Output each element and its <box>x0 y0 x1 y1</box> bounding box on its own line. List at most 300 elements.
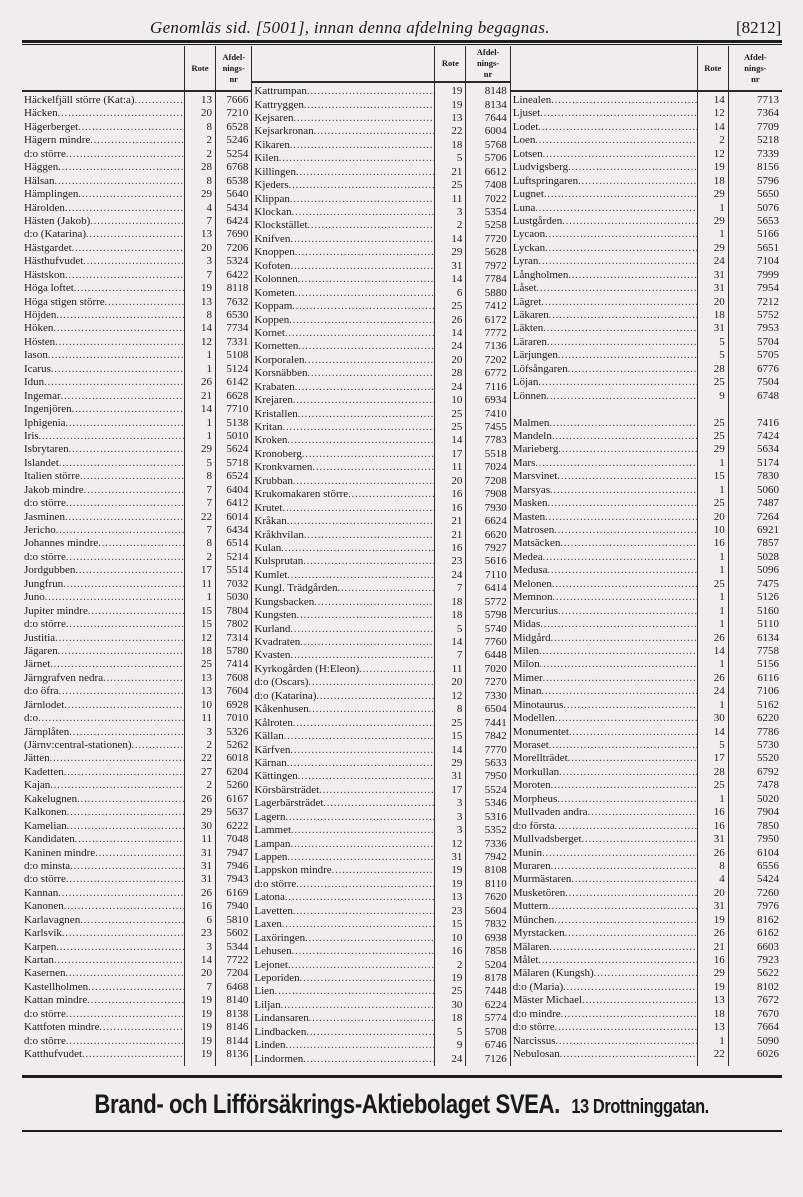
entry-rote: 18 <box>713 309 725 321</box>
dot-leader <box>56 524 184 537</box>
entry-name: Långholmen ..... <box>511 269 697 282</box>
dot-leader <box>288 959 434 972</box>
entry-name: d:o större ..... <box>22 1035 184 1048</box>
entry-afdelnings-nr: 6528 <box>226 120 249 133</box>
dot-leader <box>286 1039 435 1052</box>
entry-afdelnings-nr: 5344 <box>226 940 249 953</box>
entry-rote: 14 <box>451 273 463 286</box>
entry-afdelnings-nr: 5258 <box>484 219 507 232</box>
entry-name: Körsbärsträdet ..... <box>252 784 434 797</box>
dot-leader <box>578 175 697 188</box>
entry-rote: 19 <box>451 85 463 98</box>
entry-rote: 8 <box>206 537 212 550</box>
dot-leader <box>66 1008 184 1021</box>
advertisement-banner <box>22 1075 782 1132</box>
header-rule-thin <box>22 44 782 45</box>
entry-rote: 31 <box>451 851 463 863</box>
entry-name: Moroten ..... <box>511 779 697 792</box>
entry-rote: 2 <box>719 134 725 147</box>
entry-name: Hälsan ..... <box>22 175 184 188</box>
entry-afdelnings-nr: 5880 <box>484 286 507 299</box>
entry-rote: 2 <box>206 147 212 160</box>
dot-leader <box>295 287 435 300</box>
entry-name: Islandet ..... <box>22 457 184 470</box>
entry-afdelnings-nr: 5704 <box>757 335 779 348</box>
entry-name: Melonen ..... <box>511 578 697 591</box>
entry-afdelnings-nr: 7116 <box>485 380 507 393</box>
entry-afdelnings-nr: 5730 <box>757 739 779 751</box>
dot-leader <box>82 1048 184 1061</box>
entry-rote: 25 <box>451 985 463 998</box>
entry-afdelnings-nr: 7943 <box>226 873 249 886</box>
entry-rote: 19 <box>451 971 463 984</box>
entry-afdelnings-nr: 6422 <box>226 268 249 281</box>
entry-afdelnings-nr: 8134 <box>484 98 507 111</box>
entry-name: München ..... <box>511 914 697 927</box>
entry-afdelnings-nr: 5124 <box>226 362 249 375</box>
entry-name: d:o större ..... <box>22 497 184 510</box>
dot-leader <box>292 945 435 958</box>
entry-rote: 1 <box>719 201 725 214</box>
entry-afdelnings-nr: 7770 <box>484 743 507 756</box>
entry-name: Ingemar ..... <box>22 390 184 403</box>
entry-name: Kajan ..... <box>22 779 184 792</box>
entry-name: Ljuset ..... <box>511 107 697 120</box>
entry-name: Iason ..... <box>22 349 184 362</box>
entry-rote: 16 <box>713 819 725 832</box>
entry-name: Loen ..... <box>511 134 697 147</box>
entry-rote: 21 <box>201 389 212 402</box>
entry-rote: 25 <box>713 577 725 590</box>
entry-rote: 12 <box>451 837 463 850</box>
entry-rote: 25 <box>451 716 463 729</box>
entry-rote: 14 <box>451 434 463 447</box>
entry-name: Kattryggen ..... <box>252 99 434 112</box>
entry-afdelnings-nr: 7212 <box>757 295 779 308</box>
dot-leader <box>546 390 696 403</box>
entry-afdelnings-nr: 6142 <box>226 376 249 389</box>
entry-name: (Järnv:central-stationen) ..... <box>22 739 184 752</box>
entry-rote: 12 <box>713 147 725 160</box>
dot-leader <box>98 537 184 550</box>
dot-leader <box>135 94 184 107</box>
entry-rote: 1 <box>719 564 725 577</box>
entry-afdelnings-nr: 6938 <box>484 931 507 944</box>
entry-name: Lärjungen ..... <box>511 349 697 362</box>
entry-name: Kronkvarnen ..... <box>252 461 434 474</box>
entry-afdelnings-nr: 7940 <box>226 900 249 913</box>
entry-afdelnings-nr: 6224 <box>484 998 507 1011</box>
entry-name: Låset ..... <box>511 282 697 295</box>
entry-rote: 5 <box>206 456 212 469</box>
column-block-1 <box>22 46 252 1066</box>
entry-rote: 10 <box>201 698 212 711</box>
dot-leader <box>542 847 697 860</box>
entry-rote: 7 <box>206 980 212 993</box>
dot-leader <box>283 421 435 434</box>
entry-name: d:o öfra ..... <box>22 685 184 698</box>
entry-afdelnings-nr: 7772 <box>484 326 507 339</box>
entry-name: Luftspringaren ..... <box>511 175 697 188</box>
dot-leader <box>539 645 697 658</box>
dot-leader <box>554 524 696 537</box>
entry-name: Lyran ..... <box>511 255 697 268</box>
entry-afdelnings-nr: 5162 <box>757 698 779 711</box>
dot-leader <box>51 363 184 376</box>
entry-name: Moraset ..... <box>511 739 697 752</box>
entry-name: Kronoberg ..... <box>252 448 434 461</box>
entry-name: Kvasten ..... <box>252 649 434 662</box>
entry-rote: 19 <box>201 1021 212 1034</box>
entry-name: Järnet ..... <box>22 658 184 671</box>
entry-rote: 16 <box>451 945 463 958</box>
entry-rote: 8 <box>456 703 463 716</box>
entry-afdelnings-nr: 5640 <box>226 188 249 201</box>
dot-leader <box>75 564 184 577</box>
entry-name: Kristallen ..... <box>252 408 434 421</box>
entry-afdelnings-nr: 7022 <box>484 192 507 205</box>
entry-afdelnings-nr: 7722 <box>226 954 249 966</box>
entry-afdelnings-nr: 6004 <box>484 125 507 138</box>
dot-leader <box>314 596 434 609</box>
entry-afdelnings-nr: 7842 <box>484 730 507 743</box>
entry-rote: 28 <box>713 362 725 375</box>
entry-name: d:o ..... <box>22 712 184 725</box>
dot-leader <box>551 94 697 107</box>
entry-afdelnings-nr: 7475 <box>757 577 779 590</box>
entry-afdelnings-nr: 7720 <box>484 232 507 245</box>
entry-afdelnings-nr: 6776 <box>757 362 779 375</box>
dot-leader <box>540 658 697 671</box>
dot-leader <box>72 403 184 416</box>
entry-afdelnings-nr: 5740 <box>484 622 507 635</box>
entry-rote: 14 <box>201 954 212 966</box>
entry-afdelnings-nr: 5810 <box>226 913 249 926</box>
entry-afdelnings-nr: 8146 <box>226 1021 249 1034</box>
dot-leader <box>548 497 697 510</box>
entry-afdelnings-nr: 7644 <box>484 111 507 124</box>
dot-leader <box>56 941 184 954</box>
dot-leader <box>558 349 697 362</box>
entry-rote: 20 <box>201 107 212 120</box>
entry-name: Krutet ..... <box>252 502 434 515</box>
dot-leader <box>588 806 697 819</box>
entry-afdelnings-nr: 7783 <box>484 434 507 447</box>
entry-rote: 1 <box>719 1034 725 1047</box>
entry-name: Kometen ..... <box>252 287 434 300</box>
entry-name: Kamelian ..... <box>22 820 184 833</box>
entry-afdelnings-nr: 7339 <box>757 147 779 160</box>
entry-afdelnings-nr: 7048 <box>226 833 249 846</box>
dot-leader <box>293 112 434 125</box>
entry-rote: 28 <box>201 161 212 174</box>
entry-afdelnings-nr: 8102 <box>757 980 779 993</box>
dot-leader <box>544 188 697 201</box>
dot-leader <box>298 408 435 421</box>
dot-leader <box>305 932 434 945</box>
rote-header: Rote <box>185 46 215 92</box>
dot-leader <box>39 430 184 443</box>
entry-rote: 23 <box>451 904 463 917</box>
entry-afdelnings-nr: 7330 <box>484 689 507 702</box>
entry-rote: 18 <box>713 174 725 187</box>
entry-name: Kärnan ..... <box>252 757 434 770</box>
entry-rote: 7 <box>206 483 212 496</box>
dot-leader <box>338 582 435 595</box>
entry-name: Järnplåten ..... <box>22 726 184 739</box>
dot-leader <box>287 434 434 447</box>
entry-afdelnings-nr: 5514 <box>226 564 249 577</box>
entry-rote: 31 <box>201 846 212 859</box>
dot-leader <box>78 188 184 201</box>
entry-name: Läkaren ..... <box>511 309 697 322</box>
entry-name: Ludvigsberg ..... <box>511 161 697 174</box>
entry-name: Idun ..... <box>22 376 184 389</box>
entry-afdelnings-nr: 7802 <box>226 618 249 631</box>
entry-afdelnings-nr: 5160 <box>757 604 779 617</box>
entry-rote: 19 <box>713 980 725 993</box>
dot-leader <box>48 349 184 362</box>
entry-afdelnings-nr: 6468 <box>226 980 249 993</box>
entry-afdelnings-nr: 6748 <box>757 389 779 402</box>
entry-afdelnings-nr: 5705 <box>757 349 779 362</box>
dot-leader <box>302 448 435 461</box>
entry-name: Lodet ..... <box>511 121 697 134</box>
entry-afdelnings-nr: 7758 <box>757 644 779 657</box>
entry-rote: 5 <box>719 739 725 751</box>
advertisement-address: 13 Drottninggatan. <box>571 1095 710 1118</box>
entry-afdelnings-nr: 6167 <box>226 792 249 805</box>
dot-leader <box>87 994 184 1007</box>
dot-leader <box>74 282 184 295</box>
entry-name: Lindormen ..... <box>252 1053 434 1066</box>
rote-column <box>184 46 215 1066</box>
dot-leader <box>582 994 697 1007</box>
entry-rote: 8 <box>206 309 212 321</box>
entry-rote: 29 <box>201 443 212 456</box>
dot-leader <box>58 645 184 658</box>
entry-afdelnings-nr: 8136 <box>226 1048 249 1061</box>
entry-name: Lagern ..... <box>252 811 434 824</box>
entry-afdelnings-nr: 7946 <box>226 859 249 872</box>
entry-afdelnings-nr: 8108 <box>484 864 507 877</box>
entry-name: Matsäcken ..... <box>511 537 697 550</box>
dot-leader <box>86 228 184 241</box>
advertisement-text: Brand- och Lifförsäkrings-Aktiebolaget SVEA. 13 Drottninggatan. <box>94 1088 710 1119</box>
entry-afdelnings-nr: 6928 <box>226 698 249 711</box>
entry-rote: 31 <box>451 259 463 272</box>
entry-afdelnings-nr: 7670 <box>757 1007 779 1020</box>
dot-leader <box>308 367 435 380</box>
entry-name: Jasminen ..... <box>22 511 184 524</box>
dot-leader <box>66 873 184 886</box>
dot-leader <box>540 618 697 631</box>
entry-name: Kulsprutan ..... <box>252 555 434 568</box>
entry-afdelnings-nr: 6524 <box>226 470 249 483</box>
dot-leader <box>64 699 184 712</box>
dot-leader <box>287 757 435 770</box>
entry-rote: 1 <box>719 658 725 671</box>
entry-name: Karlsvik ..... <box>22 927 184 940</box>
entry-rote: 14 <box>713 644 725 657</box>
entry-rote: 3 <box>456 206 463 218</box>
entry-rote: 14 <box>451 232 463 245</box>
dot-leader <box>323 797 434 810</box>
entry-name: Lappskon mindre ..... <box>252 864 434 877</box>
entry-name: Lustgården ..... <box>511 215 697 228</box>
entry-name: Kåkenhusen ..... <box>252 703 434 716</box>
entry-rote <box>698 403 728 416</box>
dot-leader <box>559 766 697 779</box>
entry-rote: 30 <box>201 819 212 832</box>
dot-leader <box>59 685 184 698</box>
entry-rote: 11 <box>201 577 212 590</box>
entry-name: d:o (Oscars) ..... <box>252 676 434 689</box>
entry-name: d:o (Katarina) ..... <box>252 690 434 703</box>
entry-rote: 3 <box>206 725 212 738</box>
entry-name: Häggen ..... <box>22 161 184 174</box>
entry-rote: 1 <box>719 698 725 711</box>
entry-afdelnings-nr: 7734 <box>226 322 249 335</box>
entry-afdelnings-nr: 6026 <box>757 1048 779 1061</box>
entry-rote: 24 <box>713 255 725 268</box>
dot-leader <box>293 905 435 918</box>
entry-name: Muttern ..... <box>511 900 697 913</box>
entry-name: Milon ..... <box>511 658 697 671</box>
entry-name: Häcken ..... <box>22 107 184 120</box>
dot-leader <box>545 242 697 255</box>
entry-name: Icarus ..... <box>22 363 184 376</box>
entry-rote: 25 <box>451 179 463 192</box>
entry-afdelnings-nr: 6116 <box>757 671 779 684</box>
entry-afdelnings-nr: 5604 <box>484 904 507 917</box>
rote-header: Rote <box>435 46 465 83</box>
entry-afdelnings-nr: 7441 <box>484 716 507 729</box>
entry-rote: 2 <box>206 550 212 563</box>
entry-rote: 22 <box>713 1048 725 1061</box>
entry-afdelnings-nr: 6018 <box>226 752 249 765</box>
entry-name: Morpheus ..... <box>511 793 697 806</box>
entry-name: Marsvinet ..... <box>511 470 697 483</box>
entry-rote: 2 <box>456 219 463 232</box>
entry-rote: 5 <box>456 1025 463 1038</box>
entry-name: Karpen ..... <box>22 941 184 954</box>
dot-leader <box>69 443 184 456</box>
entry-afdelnings-nr: 7604 <box>226 685 249 698</box>
entry-afdelnings-nr: 8178 <box>484 971 507 984</box>
entry-name: Nebulosan ..... <box>511 1048 697 1061</box>
dot-leader <box>557 470 696 483</box>
entry-rote: 25 <box>713 429 725 442</box>
entry-name: Kejsaren ..... <box>252 112 434 125</box>
entry-afdelnings-nr: 5616 <box>484 555 507 568</box>
entry-rote: 16 <box>451 541 463 554</box>
entry-rote: 21 <box>713 940 725 953</box>
dot-leader <box>568 752 697 765</box>
entry-name: Korsnäbben ..... <box>252 367 434 380</box>
entry-rote: 26 <box>201 792 212 805</box>
register-table <box>22 46 782 1066</box>
entry-afdelnings-nr: 7930 <box>484 501 507 514</box>
dot-leader <box>65 269 184 282</box>
entry-name: Häckelfjäll större (Kat:a) ..... <box>22 94 184 107</box>
entry-rote: 31 <box>201 873 212 886</box>
dot-leader <box>290 233 434 246</box>
entry-afdelnings-nr: 7410 <box>484 407 507 420</box>
entry-afdelnings-nr: 5518 <box>484 447 507 460</box>
dot-leader <box>290 139 435 152</box>
entry-name: Justitia ..... <box>22 632 184 645</box>
entry-name: Kurland ..... <box>252 623 434 636</box>
entry-afdelnings-nr: 5010 <box>226 429 249 442</box>
entry-name: Lägret ..... <box>511 296 697 309</box>
entry-afdelnings-nr: 7032 <box>226 577 249 590</box>
entry-rote: 19 <box>713 161 725 174</box>
afdelnings-nr-column <box>728 46 782 1066</box>
column-block-3 <box>511 46 782 1066</box>
entry-rote: 25 <box>451 407 463 420</box>
entry-rote: 17 <box>713 752 725 765</box>
entry-rote: 10 <box>713 524 725 536</box>
entry-afdelnings-nr: 6412 <box>226 497 249 510</box>
entry-afdelnings-nr: 5324 <box>226 255 249 268</box>
dot-leader <box>281 542 434 555</box>
entry-name: Katthufvudet ..... <box>22 1048 184 1061</box>
afdelnings-nr-header: Afdel- nings- nr <box>729 46 782 92</box>
header-rule-thick <box>22 40 782 43</box>
entry-afdelnings-nr: 7786 <box>757 725 779 738</box>
entry-afdelnings-nr: 5060 <box>757 483 779 496</box>
entry-name: Lindbacken ..... <box>252 1026 434 1039</box>
dot-leader <box>549 309 697 322</box>
entry-name: Kattrumpan ..... <box>252 85 434 98</box>
dot-leader <box>556 1035 697 1048</box>
entry-rote: 15 <box>201 604 212 617</box>
name-column <box>22 46 184 1066</box>
rote-column <box>434 46 465 1066</box>
entry-rote: 26 <box>713 671 725 684</box>
entry-rote: 14 <box>451 743 463 756</box>
entry-name: d:o första ..... <box>511 820 697 833</box>
entry-afdelnings-nr: 5326 <box>226 725 249 738</box>
entry-afdelnings-nr: 5354 <box>484 206 507 218</box>
entry-rote: 15 <box>713 470 725 483</box>
dot-leader <box>547 336 697 349</box>
dot-leader <box>568 269 696 282</box>
dot-leader <box>541 296 696 309</box>
entry-afdelnings-nr: 6169 <box>226 886 249 899</box>
dot-leader <box>359 663 434 676</box>
entry-afdelnings-nr: 7710 <box>226 403 249 416</box>
entry-name: Italien större ..... <box>22 470 184 483</box>
entry-afdelnings-nr: 7208 <box>484 474 507 487</box>
entry-afdelnings-nr: 6222 <box>226 819 249 832</box>
entry-rote: 19 <box>201 1034 212 1047</box>
dot-leader <box>50 752 184 765</box>
entry-afdelnings-nr: 7976 <box>757 900 779 913</box>
entry-rote: 11 <box>451 662 463 675</box>
dot-leader <box>290 838 434 851</box>
dot-leader <box>552 591 696 604</box>
entry-rote: 8 <box>206 470 212 483</box>
entry-name: Karlavagnen ..... <box>22 914 184 927</box>
entry-afdelnings-nr: 7487 <box>757 497 779 510</box>
dot-leader <box>290 623 434 636</box>
entry-afdelnings-nr: 8144 <box>226 1034 249 1047</box>
entry-rote: 31 <box>451 770 463 783</box>
entry-afdelnings-nr: 8138 <box>226 1007 249 1020</box>
entry-afdelnings-nr: 7784 <box>484 273 507 286</box>
